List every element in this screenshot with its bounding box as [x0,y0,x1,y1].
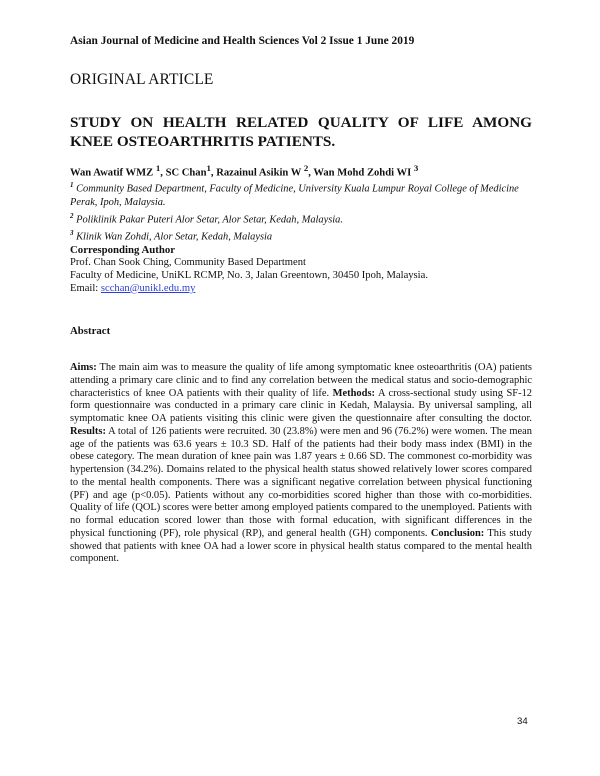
article-type: ORIGINAL ARTICLE [70,71,214,88]
affiliation-item [70,179,532,210]
affiliation-list [70,179,532,244]
abstract-heading: Abstract [70,325,111,337]
corresponding-author-email-line [70,283,532,296]
affiliation-number: 2 [70,211,74,220]
affiliation-text: Poliklinik Pakar Puteri Alor Setar, Alor Setar, Kedah, Malaysia. [73,214,343,226]
affiliation-text: Community Based Department, Faculty of Medicine, University Kuala Lumpur Royal College of Medicine Perak, Ipoh, Malaysia. [70,183,519,209]
author-list [70,163,540,179]
methods-text: A cross-sectional study using SF-12 form questionnaire was conducted in a primary care clinic in Kedah, Malaysia. By universal sampling, all symptomatic knee OA patients visiting this clinic were given the questionnaire after consulting the doctor. [70,387,533,424]
abstract-body [70,362,532,566]
author-separator: , [160,167,166,179]
affiliation-number: 3 [70,228,74,237]
affiliation-item [70,227,532,244]
corresponding-author-name: Prof. Chan Sook Ching, Community Based Department [70,257,306,268]
email-link[interactable]: scchan@unikl.edu.my [100,282,196,294]
email-label: Email: [70,282,101,294]
aims-text: The main aim was to measure the quality of life among symptomatic knee osteoarthritis (OA) patients attending a primary care clinic and to find any correlation between the medical status and socio-demographic characteristics of knee OA patients with their quality of life. [70,362,532,399]
author-affiliation-mark: 2 [303,163,309,173]
conclusion-text: This study showed that patients with knee OA had a lower score in physical health status compared to the mental health component. [70,527,532,565]
conclusion-label: Conclusion: [430,527,485,539]
results-label: Results: [70,425,106,437]
methods-label: Methods: [332,387,375,399]
author-affiliation-mark: 1 [155,163,161,173]
corresponding-author-block [70,244,532,295]
author-name: Wan Mohd Zohdi WI [313,167,414,179]
paper-title: STUDY ON HEALTH RELATED QUALITY OF LIFE AMONG KNEE OSTEOARTHRITIS PATIENTS. [70,114,532,150]
page-number: 34 [517,716,528,727]
author-name: Razainul Asikin W [216,167,304,179]
affiliation-text: Klinik Wan Zohdi, Alor Setar, Kedah, Malaysia [73,231,273,243]
affiliation-item [70,210,532,227]
aims-label: Aims: [70,362,97,373]
author-name: Wan Awatif WMZ [70,167,156,179]
author-affiliation-mark: 1 [206,163,211,173]
affiliation-number: 1 [70,181,74,189]
author-separator: , [210,167,217,179]
author-affiliation-mark: 3 [413,163,419,173]
corresponding-author-heading: Corresponding Author [70,244,176,256]
journal-header: Asian Journal of Medicine and Health Sciences Vol 2 Issue 1 June 2019 [70,35,415,47]
corresponding-author-address: Faculty of Medicine, UniKL RCMP, No. 3, Jalan Greentown, 30450 Ipoh, Malaysia. [70,269,428,281]
author-separator: , [308,167,314,179]
results-text: A total of 126 patients were recruited. 30 (23.8%) were men and 96 (76.2%) were women. The mean age of the patients was 63.6 years ± 10.3 SD. Half of the patients had their body mass index (BMI) in the obese category. The mean duration of knee pain was 1.87 years ± 0.66 SD. The commonest co-morbidity was hypertension (34.2%). Domains related to the physical health status showed relatively lower scores compared to the mental health components. There was a significant negative correlation between physical functioning (PF) and age (p<0.05). Patients without any co-morbidities scored higher than those with co-morbidities. Quality of life (QOL) scores were better among employed patients compared to the unemployed. Patients with no formal education scored lower than those with formal education, with significant differences in the physical functioning (PF), role physical (RP), and general health (GH) components. [70,425,532,539]
author-name: SC Chan [165,167,207,179]
